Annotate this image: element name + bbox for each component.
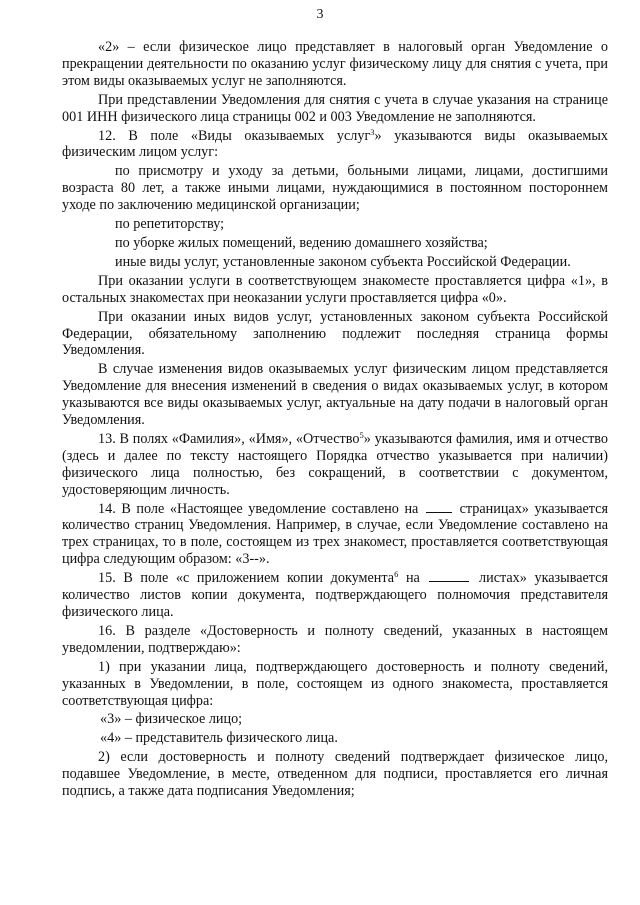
service-item-other: иные виды услуг, установленные законом субъекта Российской Федерации. xyxy=(115,253,571,270)
paragraph-16-item-1: 1) при указании лица, подтверждающего достоверность и полноту сведений, указанных в Уведомлении, в поле, состоящем из одного знакоместа, проставляется соответствующая цифра: xyxy=(62,658,608,709)
paragraph-13-name-fields: 13. В полях «Фамилия», «Имя», «Отчество$^5$» указываются фамилия, имя и отчество (здесь и далее по тексту настоящего Порядка отчество указывается при наличии) физического лица полностью, без сокращений, в соответствии с документом, удостоверяющим личность. xyxy=(62,429,608,498)
document-body xyxy=(62,39,608,802)
blank-line xyxy=(426,502,452,513)
paragraph-16-item-2: 2) если достоверность и полноту сведений подтверждает физическое лицо, подавшее Уведомление, в месте, отведенном для подписи, проставляется его личная подпись, а также дата подписания Уведомления; xyxy=(62,749,608,800)
footnote-ref-6: 6 xyxy=(394,569,399,580)
paragraph-16-confirmation: 16. В разделе «Достоверность и полноту сведений, указанных в настоящем уведомлении, подтверждаю»: xyxy=(62,622,608,656)
paragraph-15-attachments: 15. В поле «с приложением копии документа$^6$ на листах» указывается количество листов копии документа, подтверждающего полномочия представителя физического лица. xyxy=(62,569,608,620)
service-item-care: по присмотру и уходу за детьми, больными лицами, лицами, достигшими возраста 80 лет, а также иными лицами, нуждающимися в постоянном постороннем уходе по заключению медицинской организации; xyxy=(62,163,608,214)
footnote-ref-5: 5 xyxy=(359,429,364,440)
blank-line xyxy=(429,571,469,582)
page-number: 3 xyxy=(316,7,324,22)
service-item-cleaning: по уборке жилых помещений, ведению домашнего хозяйства; xyxy=(115,234,488,251)
paragraph-change-services: В случае изменения видов оказываемых услуг физическим лицом представляется Уведомление для внесения изменений в сведения о видах оказываемых услуг, в котором указываются все виды оказываемых услуг, актуальные на дату подачи в налоговый орган Уведомления. xyxy=(62,361,608,429)
paragraph-digit-rules: При оказании услуги в соответствующем знакоместе проставляется цифра «1», в остальных знакоместах при неоказании услуги проставляется цифра «0». xyxy=(62,272,608,306)
code-4-item: «4» – представитель физического лица. xyxy=(100,730,338,747)
service-item-tutoring: по репетиторству; xyxy=(115,216,225,233)
paragraph-deregistration-note: При представлении Уведомления для снятия с учета в случае указания на странице 001 ИНН физического лица страницы 002 и 003 Уведомление не заполняются. xyxy=(62,91,608,125)
code-3-item: «3» – физическое лицо; xyxy=(100,711,243,728)
footnote-ref-3: 3 xyxy=(370,126,375,137)
paragraph-14-pages: 14. В поле «Настоящее уведомление составлено на страницах» указывается количество страниц Уведомления. Например, в случае, если Уведомление составлено на трех страницах, то в поле, состоящем из трех знакомест, проставляется соответствующая цифра следующим образом: «3--». xyxy=(62,500,609,568)
paragraph-code-2: «2» – если физическое лицо представляет в налоговый орган Уведомление о прекращении деятельности по оказанию услуг физическому лицу для снятия с учета, при этом виды оказываемых услуг не заполняются. xyxy=(62,39,608,89)
paragraph-12-services: 12. В поле «Виды оказываемых услуг$^3$» указываются виды оказываемых физическим лицом услуг: xyxy=(62,126,608,161)
paragraph-other-services: При оказании иных видов услуг, установленных законом субъекта Российской Федерации, обязательному заполнению подлежит последняя страница формы Уведомления. xyxy=(62,308,608,359)
